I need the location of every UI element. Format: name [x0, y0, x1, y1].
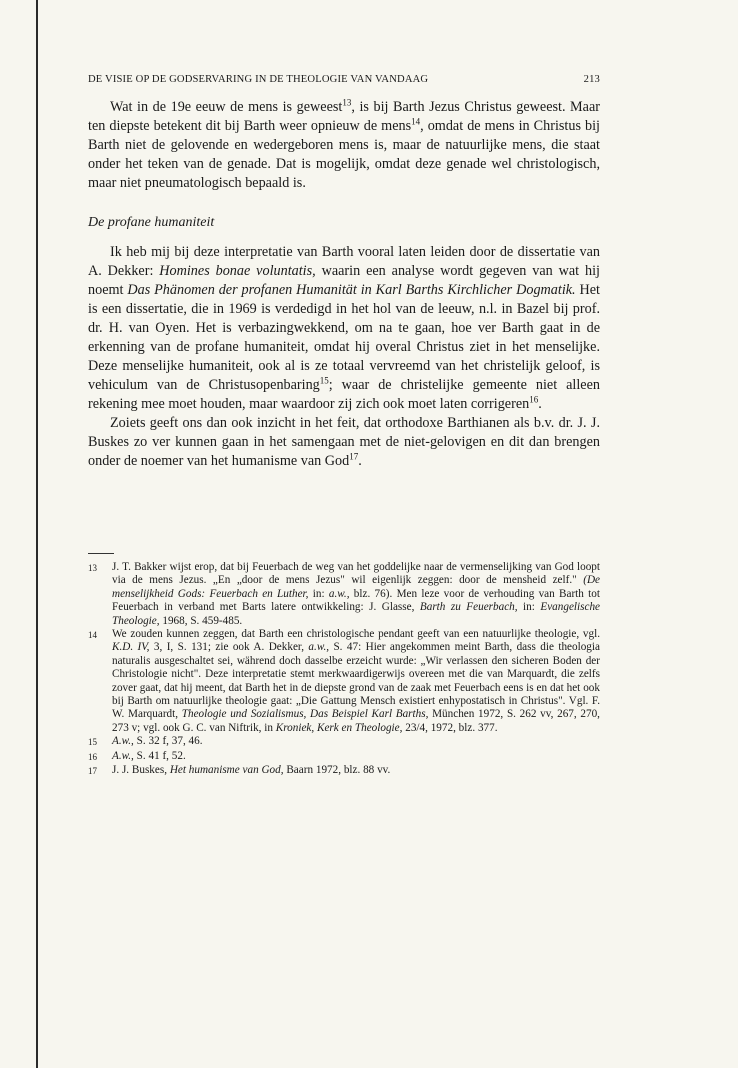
footnote-text: [112, 735, 600, 749]
scan-page-edge: [36, 0, 38, 1068]
text-run: S. 47: Hier angekommen meint Barth, dass die theologia naturalis ausgeschaltet sei, während doch dasselbe erzeicht wurde: „Wir verlassen den sicheren Boden der Christologie nicht". Deze interpretatie stemt merkwaardigerwijs overeen met die van Marquardt, die zelfs zover gaat, dat hij meent, dat Barth het in de diepste grond van de zaak met Feuerbach eens is en dat het ook bij Barth om natuurlijke theologie gaat: „Die Gattung Mensch existiert enhypostatisch in Christus". Vgl. F. W. Marquardt,: [112, 641, 600, 721]
footnote-ref-15: 15: [319, 375, 329, 386]
footnote-13: [88, 561, 600, 628]
footnote-text: [112, 750, 600, 764]
italic-title: Kroniek, Kerk en Theologie,: [275, 721, 403, 734]
footnote-ref-16: 16: [529, 394, 539, 405]
footnote-14: [88, 628, 600, 735]
footnote-divider: [88, 553, 114, 554]
text-run: Wat in de 19e eeuw de mens is geweest: [110, 99, 343, 115]
text-run: blz. 76). Men leze voor de verhouding van Barth tot Feuerbach in verband met Barts latere ontwikkeling: J. Glasse,: [112, 587, 600, 614]
text-run: , omdat de mens in Christus bij Barth niet de gelovende en wedergeboren mens is, maar de natuurlijke mens, die staat onder het teken van de genade. Dat is mogelijk, omdat deze genade wel christologisch, maar niet pneumatologisch bepaald is.: [88, 118, 600, 191]
italic-title: Evangelische Theologie,: [112, 601, 601, 627]
text-run: ; waar de christelijke gemeente niet alleen rekening mee moet houden, maar waardoor zij zich ook moet laten corrigeren: [88, 377, 600, 412]
italic-title: a.w.,: [308, 641, 330, 654]
text-run: Baarn 1972, blz. 88 vv.: [283, 764, 391, 777]
text-run: Ik heb mij bij deze interpretatie van Barth vooral laten leiden door de dissertatie van A. Dekker:: [88, 244, 600, 279]
footnote-text: [112, 628, 600, 735]
paragraph-2: [88, 243, 600, 414]
paragraph-3: [88, 414, 600, 471]
text-run: .: [358, 453, 362, 469]
text-run: München 1972, S. 262 vv, 267, 270, 273 v; vgl. ook G. C. van Niftrik, in: [112, 708, 600, 734]
footnote-text: [112, 764, 600, 778]
running-header: [88, 74, 600, 85]
text-run: .: [538, 396, 542, 412]
footnotes: [88, 561, 600, 779]
italic-title: Het humanisme van God,: [169, 764, 284, 777]
footnote-ref-14: 14: [411, 116, 421, 127]
text-run: , is bij Barth Jezus Christus geweest. Maar ten diepste betekent dit bij Barth weer opnieuw de mens: [88, 99, 600, 134]
text-run: J. J. Buskes,: [112, 764, 170, 777]
italic-title: K.D. IV,: [112, 641, 150, 654]
italic-title: A.w.,: [112, 749, 134, 762]
text-run: in:: [517, 601, 541, 614]
italic-title: a.w.,: [328, 587, 350, 600]
footnote-17: [88, 764, 600, 778]
footnote-ref-17: 17: [349, 451, 359, 462]
italic-title: Barth zu Feuerbach,: [419, 601, 518, 614]
italic-title: Das Phänomen der profanen Humanität in Karl Barths Kirchlicher Dogmatik.: [127, 282, 576, 298]
footnote-number: 13: [88, 563, 97, 573]
footnote-number: 17: [88, 766, 97, 777]
running-title: DE VISIE OP DE GODSERVARING IN DE THEOLOGIE VAN VANDAAG: [88, 74, 429, 85]
italic-title: Homines bonae voluntatis,: [159, 263, 316, 279]
page: [88, 74, 600, 779]
footnote-text: [112, 561, 600, 628]
footnote-16: [88, 750, 600, 764]
text-run: in:: [308, 587, 329, 600]
body-text: [88, 98, 600, 471]
italic-title: (De menselijkheid Gods: Feuerbach en Luther,: [112, 574, 600, 600]
text-run: 3, I, S. 131; zie ook A. Dekker,: [149, 641, 309, 654]
section-heading: De profane humaniteit: [88, 215, 215, 230]
text-run: 1968, S. 459-485.: [159, 614, 243, 627]
page-number: 213: [583, 74, 600, 85]
text-run: S. 32 f, 37, 46.: [133, 735, 203, 748]
text-run: Het is een dissertatie, die in 1969 is verdedigd in het hol van de leeuw, n.l. in Bazel bij prof. dr. H. van Oyen. Het is verbazingwekkend, om na te gaan, hoe ver Barth gaat in de erkenning van de profane humaniteit, omdat hij overal Christus ziet in het menselijke. Deze menselijke humaniteit, ook al is ze totaal vervreemd van het christelijk geloof, is vehiculum van de Christusopenbaring: [88, 282, 600, 393]
italic-title: A.w.,: [112, 735, 134, 748]
text-run: Zoiets geeft ons dan ook inzicht in het feit, dat orthodoxe Barthianen als b.v. dr. J. J. Buskes zo ver kunnen gaan in het samengaan met de niet-gelovigen en dit dan brengen onder de noemer van het humanisme van God: [88, 415, 600, 469]
footnote-number: 16: [88, 751, 97, 762]
paragraph-1: [88, 98, 600, 193]
italic-title: Theologie und Sozialismus, Das Beispiel Karl Barths,: [181, 708, 429, 721]
footnote-number: 15: [88, 737, 97, 748]
text-run: waarin een analyse wordt gegeven van wat hij noemt: [88, 263, 600, 298]
text-run: 23/4, 1972, blz. 377.: [402, 721, 498, 734]
footnote-ref-13: 13: [342, 97, 352, 108]
text-run: S. 41 f, 52.: [133, 749, 186, 762]
text-run: J. T. Bakker wijst erop, dat bij Feuerbach de weg van het goddelijke naar de vermenselijking van God loopt via de mens Jezus. „En „door de mens Jezus" wil eigenlijk zeggen: door de mensheid zelf.": [112, 561, 600, 587]
footnote-number: 14: [88, 630, 97, 641]
text-run: We zouden kunnen zeggen, dat Barth een christologische pendant geeft van een natuurlijke theologie, vgl.: [112, 628, 600, 641]
footnote-15: [88, 735, 600, 749]
